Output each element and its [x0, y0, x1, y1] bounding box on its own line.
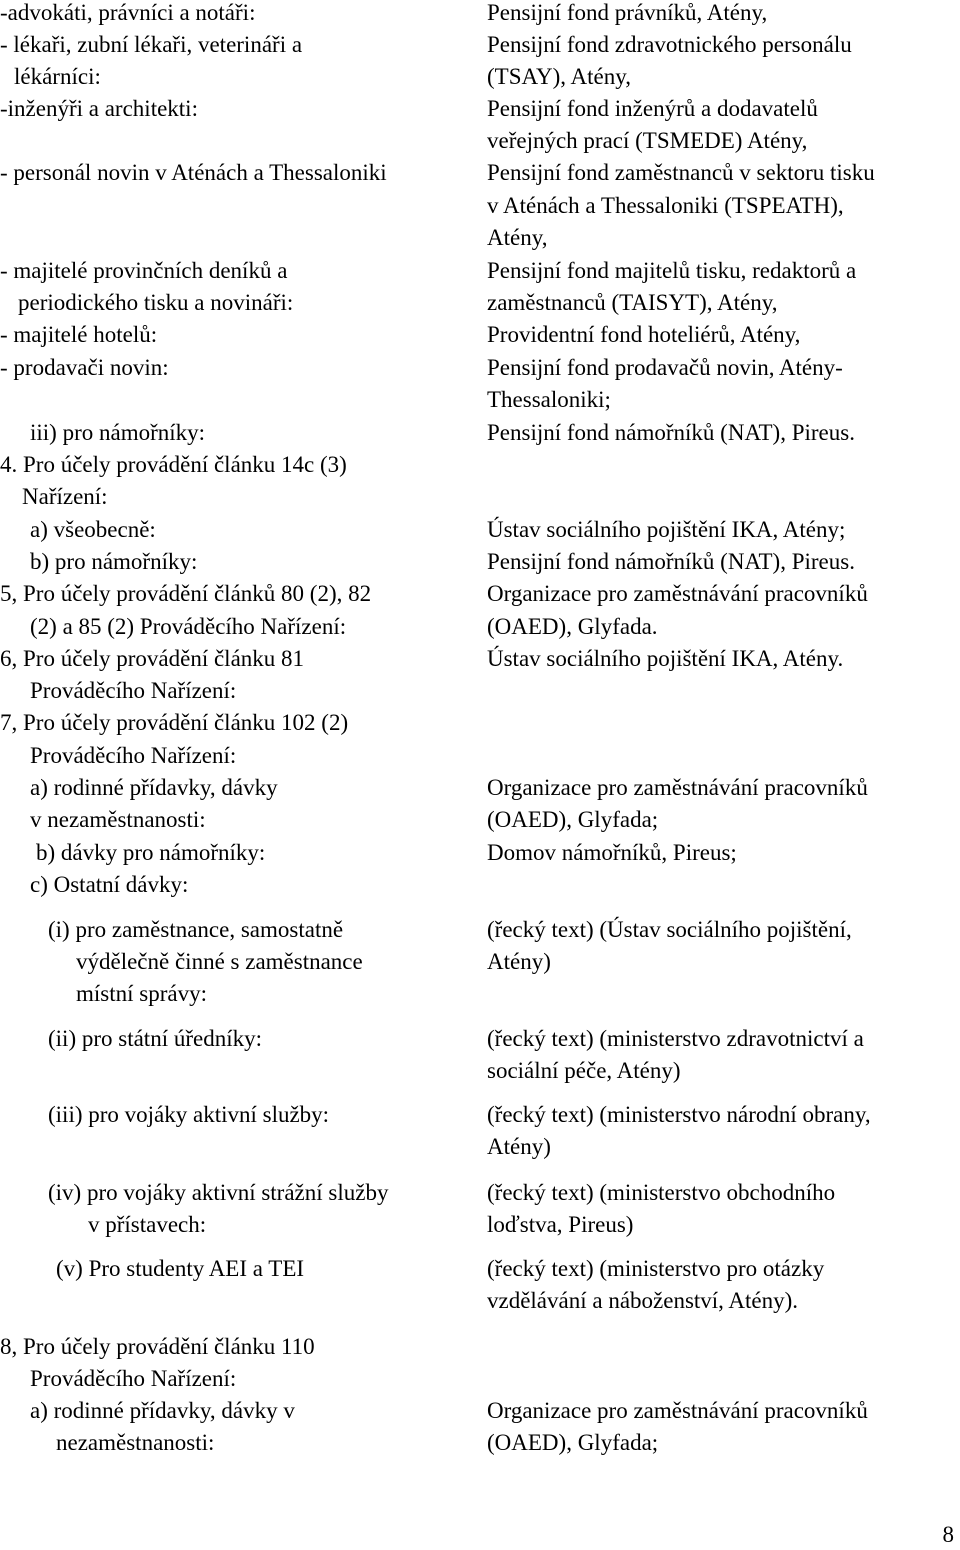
right-line: Pensijní fond inženýrů a dodavatelů	[487, 96, 818, 121]
right-line: Atény)	[487, 949, 551, 974]
right-line: Providentní fond hoteliérů, Atény,	[487, 322, 801, 347]
left-line: Prováděcího Nařízení:	[30, 1366, 237, 1391]
left-line: periodického tisku a novináři:	[18, 290, 294, 315]
right-line: Pensijní fond námořníků (NAT), Pireus.	[487, 420, 855, 445]
right-line: zaměstnanců (TAISYT), Atény,	[487, 290, 778, 315]
right-line: Pensijní fond prodavačů novin, Atény-	[487, 355, 843, 380]
left-line: b) dávky pro námořníky:	[36, 840, 266, 865]
right-line: Pensijní fond právníků, Atény,	[487, 0, 768, 25]
left-line: - majitelé hotelů:	[0, 322, 158, 347]
left-line: 5, Pro účely provádění článků 80 (2), 82	[0, 581, 372, 606]
left-line: 4. Pro účely provádění článku 14c (3)	[0, 452, 347, 477]
right-line: (řecký text) (ministerstvo zdravotnictví a	[487, 1026, 864, 1051]
right-line: Organizace pro zaměstnávání pracovníků	[487, 1398, 868, 1423]
left-line: (2) a 85 (2) Prováděcího Nařízení:	[30, 614, 347, 639]
right-line: Atény)	[487, 1134, 551, 1159]
left-line: a) rodinné přídavky, dávky	[30, 775, 278, 800]
page-number: 8	[942, 1522, 954, 1547]
right-line: veřejných prací (TSMEDE) Atény,	[487, 128, 808, 153]
right-line: (TSAY), Atény,	[487, 64, 631, 89]
left-line: lékárníci:	[14, 64, 101, 89]
left-line: nezaměstnanosti:	[56, 1430, 215, 1455]
left-line: výdělečně činné s zaměstnance	[76, 949, 363, 974]
left-line: a) všeobecně:	[30, 517, 156, 542]
right-line: (OAED), Glyfada;	[487, 1430, 659, 1455]
left-line: - personál novin v Aténách a Thessaloniki	[0, 160, 387, 185]
left-line: c) Ostatní dávky:	[30, 872, 189, 897]
right-line: (OAED), Glyfada;	[487, 807, 659, 832]
right-line: Organizace pro zaměstnávání pracovníků	[487, 581, 868, 606]
right-line: Pensijní fond zaměstnanců v sektoru tisku	[487, 160, 875, 185]
right-line: Ústav sociálního pojištění IKA, Atény.	[487, 646, 844, 671]
left-line: (iv) pro vojáky aktivní strážní služby	[48, 1180, 389, 1205]
left-line: (i) pro zaměstnance, samostatně	[48, 917, 344, 942]
left-line: - prodavači novin:	[0, 355, 169, 380]
right-line: sociální péče, Atény)	[487, 1058, 681, 1083]
left-line: iii) pro námořníky:	[30, 420, 206, 445]
left-line: a) rodinné přídavky, dávky v	[30, 1398, 295, 1423]
left-line: (iii) pro vojáky aktivní služby:	[48, 1102, 330, 1127]
right-line: Thessaloniki;	[487, 387, 611, 412]
right-line: v Aténách a Thessaloniki (TSPEATH),	[487, 193, 844, 218]
left-line: Prováděcího Nařízení:	[30, 678, 237, 703]
right-line: (OAED), Glyfada.	[487, 614, 658, 639]
right-line: (řecký text) (ministerstvo národní obrany,	[487, 1102, 871, 1127]
left-line: - lékaři, zubní lékaři, veterináři a	[0, 32, 303, 57]
left-line: v přístavech:	[88, 1212, 207, 1237]
left-line: 8, Pro účely provádění článku 110	[0, 1334, 315, 1359]
left-line: -advokáti, právníci a notáři:	[0, 0, 256, 25]
left-line: v nezaměstnanosti:	[30, 807, 206, 832]
left-line: - majitelé provinčních deníků a	[0, 258, 288, 283]
left-line: Prováděcího Nařízení:	[30, 743, 237, 768]
left-line: 7, Pro účely provádění článku 102 (2)	[0, 710, 349, 735]
right-line: Pensijní fond majitelů tisku, redaktorů a	[487, 258, 857, 283]
right-line: (řecký text) (Ústav sociálního pojištění,	[487, 917, 852, 942]
right-line: (řecký text) (ministerstvo pro otázky	[487, 1256, 825, 1281]
right-line: Domov námořníků, Pireus;	[487, 840, 737, 865]
right-line: (řecký text) (ministerstvo obchodního	[487, 1180, 836, 1205]
left-line: místní správy:	[76, 981, 207, 1006]
left-line: b) pro námořníky:	[30, 549, 198, 574]
left-line: Nařízení:	[22, 484, 108, 509]
left-line: 6, Pro účely provádění článku 81	[0, 646, 305, 671]
left-line: (v) Pro studenty AEI a TEI	[56, 1256, 305, 1281]
right-line: loďstva, Pireus)	[487, 1212, 634, 1237]
right-line: Pensijní fond námořníků (NAT), Pireus.	[487, 549, 855, 574]
left-line: (ii) pro státní úředníky:	[48, 1026, 262, 1051]
left-line: -inženýři a architekti:	[0, 96, 198, 121]
right-line: Pensijní fond zdravotnického personálu	[487, 32, 852, 57]
right-line: Atény,	[487, 225, 548, 250]
right-line: Ústav sociálního pojištění IKA, Atény;	[487, 517, 846, 542]
right-line: vzdělávání a náboženství, Atény).	[487, 1288, 799, 1313]
right-line: Organizace pro zaměstnávání pracovníků	[487, 775, 868, 800]
